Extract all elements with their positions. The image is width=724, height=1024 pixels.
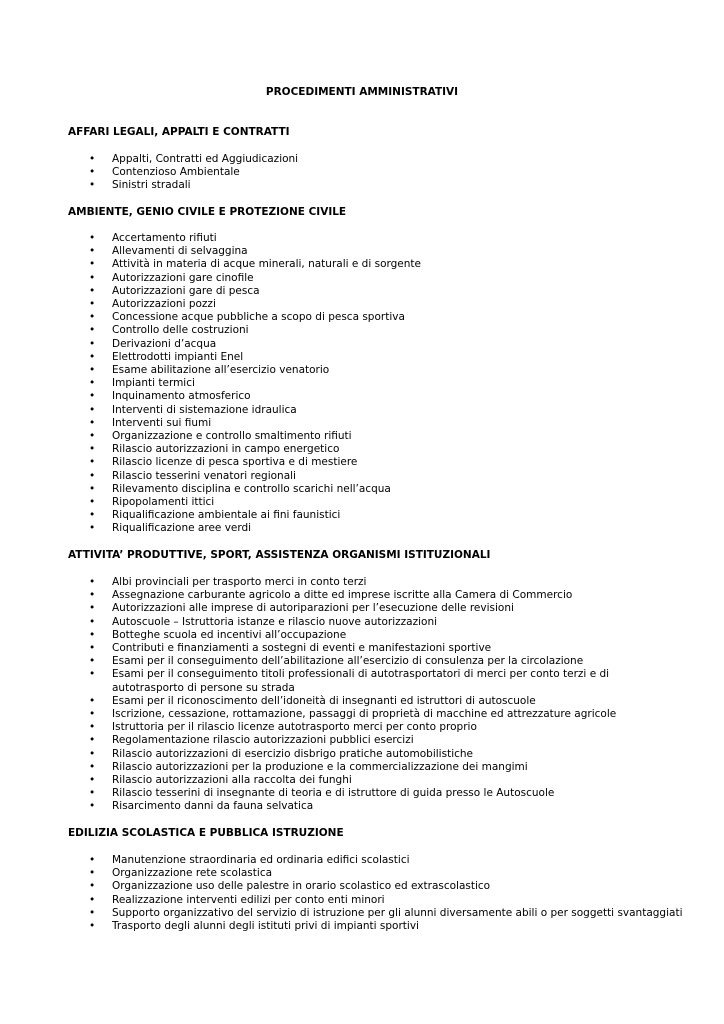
list-item: • Inquinamento atmosferico (89, 390, 251, 403)
list-item: • Regolamentazione rilascio autorizzazioni pubblici esercizi (89, 734, 414, 747)
bullet-icon: • (89, 734, 96, 747)
bullet-icon: • (89, 628, 96, 641)
section-list-affari-legali (0, 153, 652, 193)
list-item: • Botteghe scuola ed incentivi all’occupazione (89, 628, 347, 641)
bullet-icon: • (89, 721, 96, 734)
list-item: • Autorizzazioni pozzi (89, 298, 216, 311)
list-item: • Sinistri stradali (89, 179, 191, 192)
list-item: • Rilascio autorizzazioni in campo energetico (89, 443, 340, 456)
list-item: • Istruttoria per il rilascio licenze autotrasporto merci per conto proprio (89, 721, 477, 734)
bullet-icon: • (89, 668, 96, 681)
bullet-icon: • (89, 655, 96, 668)
bullet-icon: • (89, 774, 96, 787)
list-item: • Assegnazione carburante agricolo a ditte ed imprese iscritte alla Camera di Commercio (89, 589, 573, 602)
bullet-icon: • (89, 443, 96, 456)
list-item: • Autorizzazioni gare di pesca (89, 284, 260, 297)
list-item: • Iscrizione, cessazione, rottamazione, passaggi di proprietà di macchine ed attrezzature agricole (89, 708, 617, 721)
list-item: • Albi provinciali per trasporto merci in conto terzi (89, 576, 367, 588)
section-heading-edilizia-scolastica: EDILIZIA SCOLASTICA E PUBBLICA ISTRUZIONE (68, 827, 344, 839)
bullet-icon: • (89, 324, 96, 337)
bullet-icon: • (89, 800, 96, 813)
bullet-icon: • (89, 377, 96, 390)
bullet-icon: • (89, 906, 96, 919)
bullet-icon: • (89, 311, 96, 324)
list-item: • Rilascio autorizzazioni di esercizio disbrigo pratiche automobilistiche (89, 747, 473, 760)
list-item: • Derivazioni d’acqua (89, 337, 217, 350)
bullet-icon: • (89, 364, 96, 377)
bullet-icon: • (89, 245, 96, 258)
list-item: • Allevamenti di selvaggina (89, 245, 248, 258)
bullet-icon: • (89, 403, 96, 416)
list-item: • Rilascio tesserini venatori regionali (89, 469, 296, 482)
bullet-icon: • (89, 456, 96, 469)
bullet-icon: • (89, 258, 96, 271)
list-item: • Autorizzazioni alle imprese di autoriparazioni per l’esecuzione delle revisioni (89, 602, 514, 615)
bullet-icon: • (89, 153, 96, 165)
bullet-icon: • (89, 576, 96, 588)
list-item: • Esami per il riconoscimento dell’idoneità di insegnanti ed istruttori di autoscuole (89, 694, 536, 707)
bullet-icon: • (89, 284, 96, 297)
bullet-icon: • (89, 867, 96, 880)
bullet-icon: • (89, 337, 96, 350)
list-item: • Impianti termici (89, 377, 195, 390)
section-list-edilizia-scolastica (0, 854, 683, 933)
bullet-icon: • (89, 430, 96, 443)
list-item: • Rilevamento disciplina e controllo scarichi nell’acqua (89, 482, 391, 495)
bullet-icon: • (89, 416, 96, 429)
bullet-icon: • (89, 496, 96, 509)
list-item: • Appalti, Contratti ed Aggiudicazioni (89, 153, 299, 165)
bullet-icon: • (89, 747, 96, 760)
bullet-icon: • (89, 179, 96, 192)
bullet-icon: • (89, 694, 96, 707)
list-item: • Manutenzione straordinaria ed ordinaria edifici scolastici (89, 854, 410, 866)
list-item: • Elettrodotti impianti Enel (89, 350, 244, 363)
bullet-icon: • (89, 708, 96, 721)
section-heading-attivita-produttive: ATTIVITA’ PRODUTTIVE, SPORT, ASSISTENZA ORGANISMI ISTITUZIONALI (68, 549, 491, 561)
bullet-icon: • (89, 920, 96, 933)
bullet-icon: • (89, 482, 96, 495)
list-item: • Attività in materia di acque minerali, naturali e di sorgente (89, 258, 421, 271)
list-item: • Organizzazione rete scolastica (89, 867, 273, 880)
bullet-icon: • (89, 166, 96, 179)
list-item: • Esami per il conseguimento dell’abilitazione all’esercizio di consulenza per la circolazione (89, 655, 584, 668)
list-item: • Contributi e finanziamenti a sostegni di eventi e manifestazioni sportive (89, 642, 492, 655)
section-list-ambiente (0, 232, 652, 536)
bullet-icon: • (89, 615, 96, 628)
list-item: • Trasporto degli alunni degli istituti privi di impianti sportivi (89, 920, 419, 933)
list-item: • Interventi di sistemazione idraulica (89, 403, 297, 416)
list-item: • Ripopolamenti ittici (89, 496, 215, 509)
list-item: • Autorizzazioni gare cinofile (89, 271, 254, 284)
list-item: • Contenzioso Ambientale (89, 166, 240, 179)
list-item: • Organizzazione uso delle palestre in orario scolastico ed extrascolastico (89, 880, 491, 893)
bullet-icon: • (89, 469, 96, 482)
list-item: • Riqualificazione aree verdi (89, 522, 252, 535)
document-title: PROCEDIMENTI AMMINISTRATIVI (265, 86, 459, 98)
list-item: • Esame abilitazione all’esercizio venatorio (89, 364, 330, 377)
section-heading-ambiente: AMBIENTE, GENIO CIVILE E PROTEZIONE CIVILE (68, 206, 347, 218)
list-item: • Supporto organizzativo del servizio di istruzione per gli alunni diversamente abili o per soggetti svantaggiati (89, 906, 683, 919)
bullet-icon: • (89, 893, 96, 906)
bullet-icon: • (89, 509, 96, 522)
bullet-icon: • (89, 642, 96, 655)
bullet-icon: • (89, 787, 96, 800)
bullet-icon: • (89, 350, 96, 363)
list-item: • Rilascio autorizzazioni alla raccolta dei funghi (89, 774, 352, 787)
list-item: • Concessione acque pubbliche a scopo di pesca sportiva (89, 311, 405, 324)
list-item: • Realizzazione interventi edilizi per conto enti minori (89, 893, 385, 906)
bullet-icon: • (89, 880, 96, 893)
list-item: • Risarcimento danni da fauna selvatica (89, 800, 314, 813)
list-item: • Controllo delle costruzioni (89, 324, 249, 337)
list-item: • Interventi sui fiumi (89, 416, 212, 429)
list-item: • Riqualificazione ambientale ai fini faunistici (89, 509, 341, 522)
list-item: • Autoscuole – Istruttoria istanze e rilascio nuove autorizzazioni (89, 615, 438, 628)
bullet-icon: • (89, 760, 96, 773)
bullet-icon: • (89, 298, 96, 311)
bullet-icon: • (89, 232, 96, 244)
bullet-icon: • (89, 854, 96, 866)
list-item: • Rilascio tesserini di insegnante di teoria e di istruttore di guida presso le Autoscuole (89, 787, 555, 800)
bullet-icon: • (89, 522, 96, 535)
bullet-icon: • (89, 602, 96, 615)
section-list-attivita-produttive (0, 576, 652, 814)
bullet-icon: • (89, 390, 96, 403)
list-item: • Rilascio autorizzazioni per la produzione e la commercializzazione dei mangimi (89, 760, 528, 773)
list-item: • Esami per il conseguimento titoli professionali di autotrasportatori di merci per conto terzi e di autotrasporto di persone su strada (89, 668, 610, 694)
bullet-icon: • (89, 271, 96, 284)
list-item: • Accertamento rifiuti (89, 232, 217, 244)
list-item: • Rilascio licenze di pesca sportiva e di mestiere (89, 456, 358, 469)
list-item: • Organizzazione e controllo smaltimento rifiuti (89, 430, 352, 443)
bullet-icon: • (89, 589, 96, 602)
section-heading-affari-legali: AFFARI LEGALI, APPALTI E CONTRATTI (68, 126, 290, 138)
